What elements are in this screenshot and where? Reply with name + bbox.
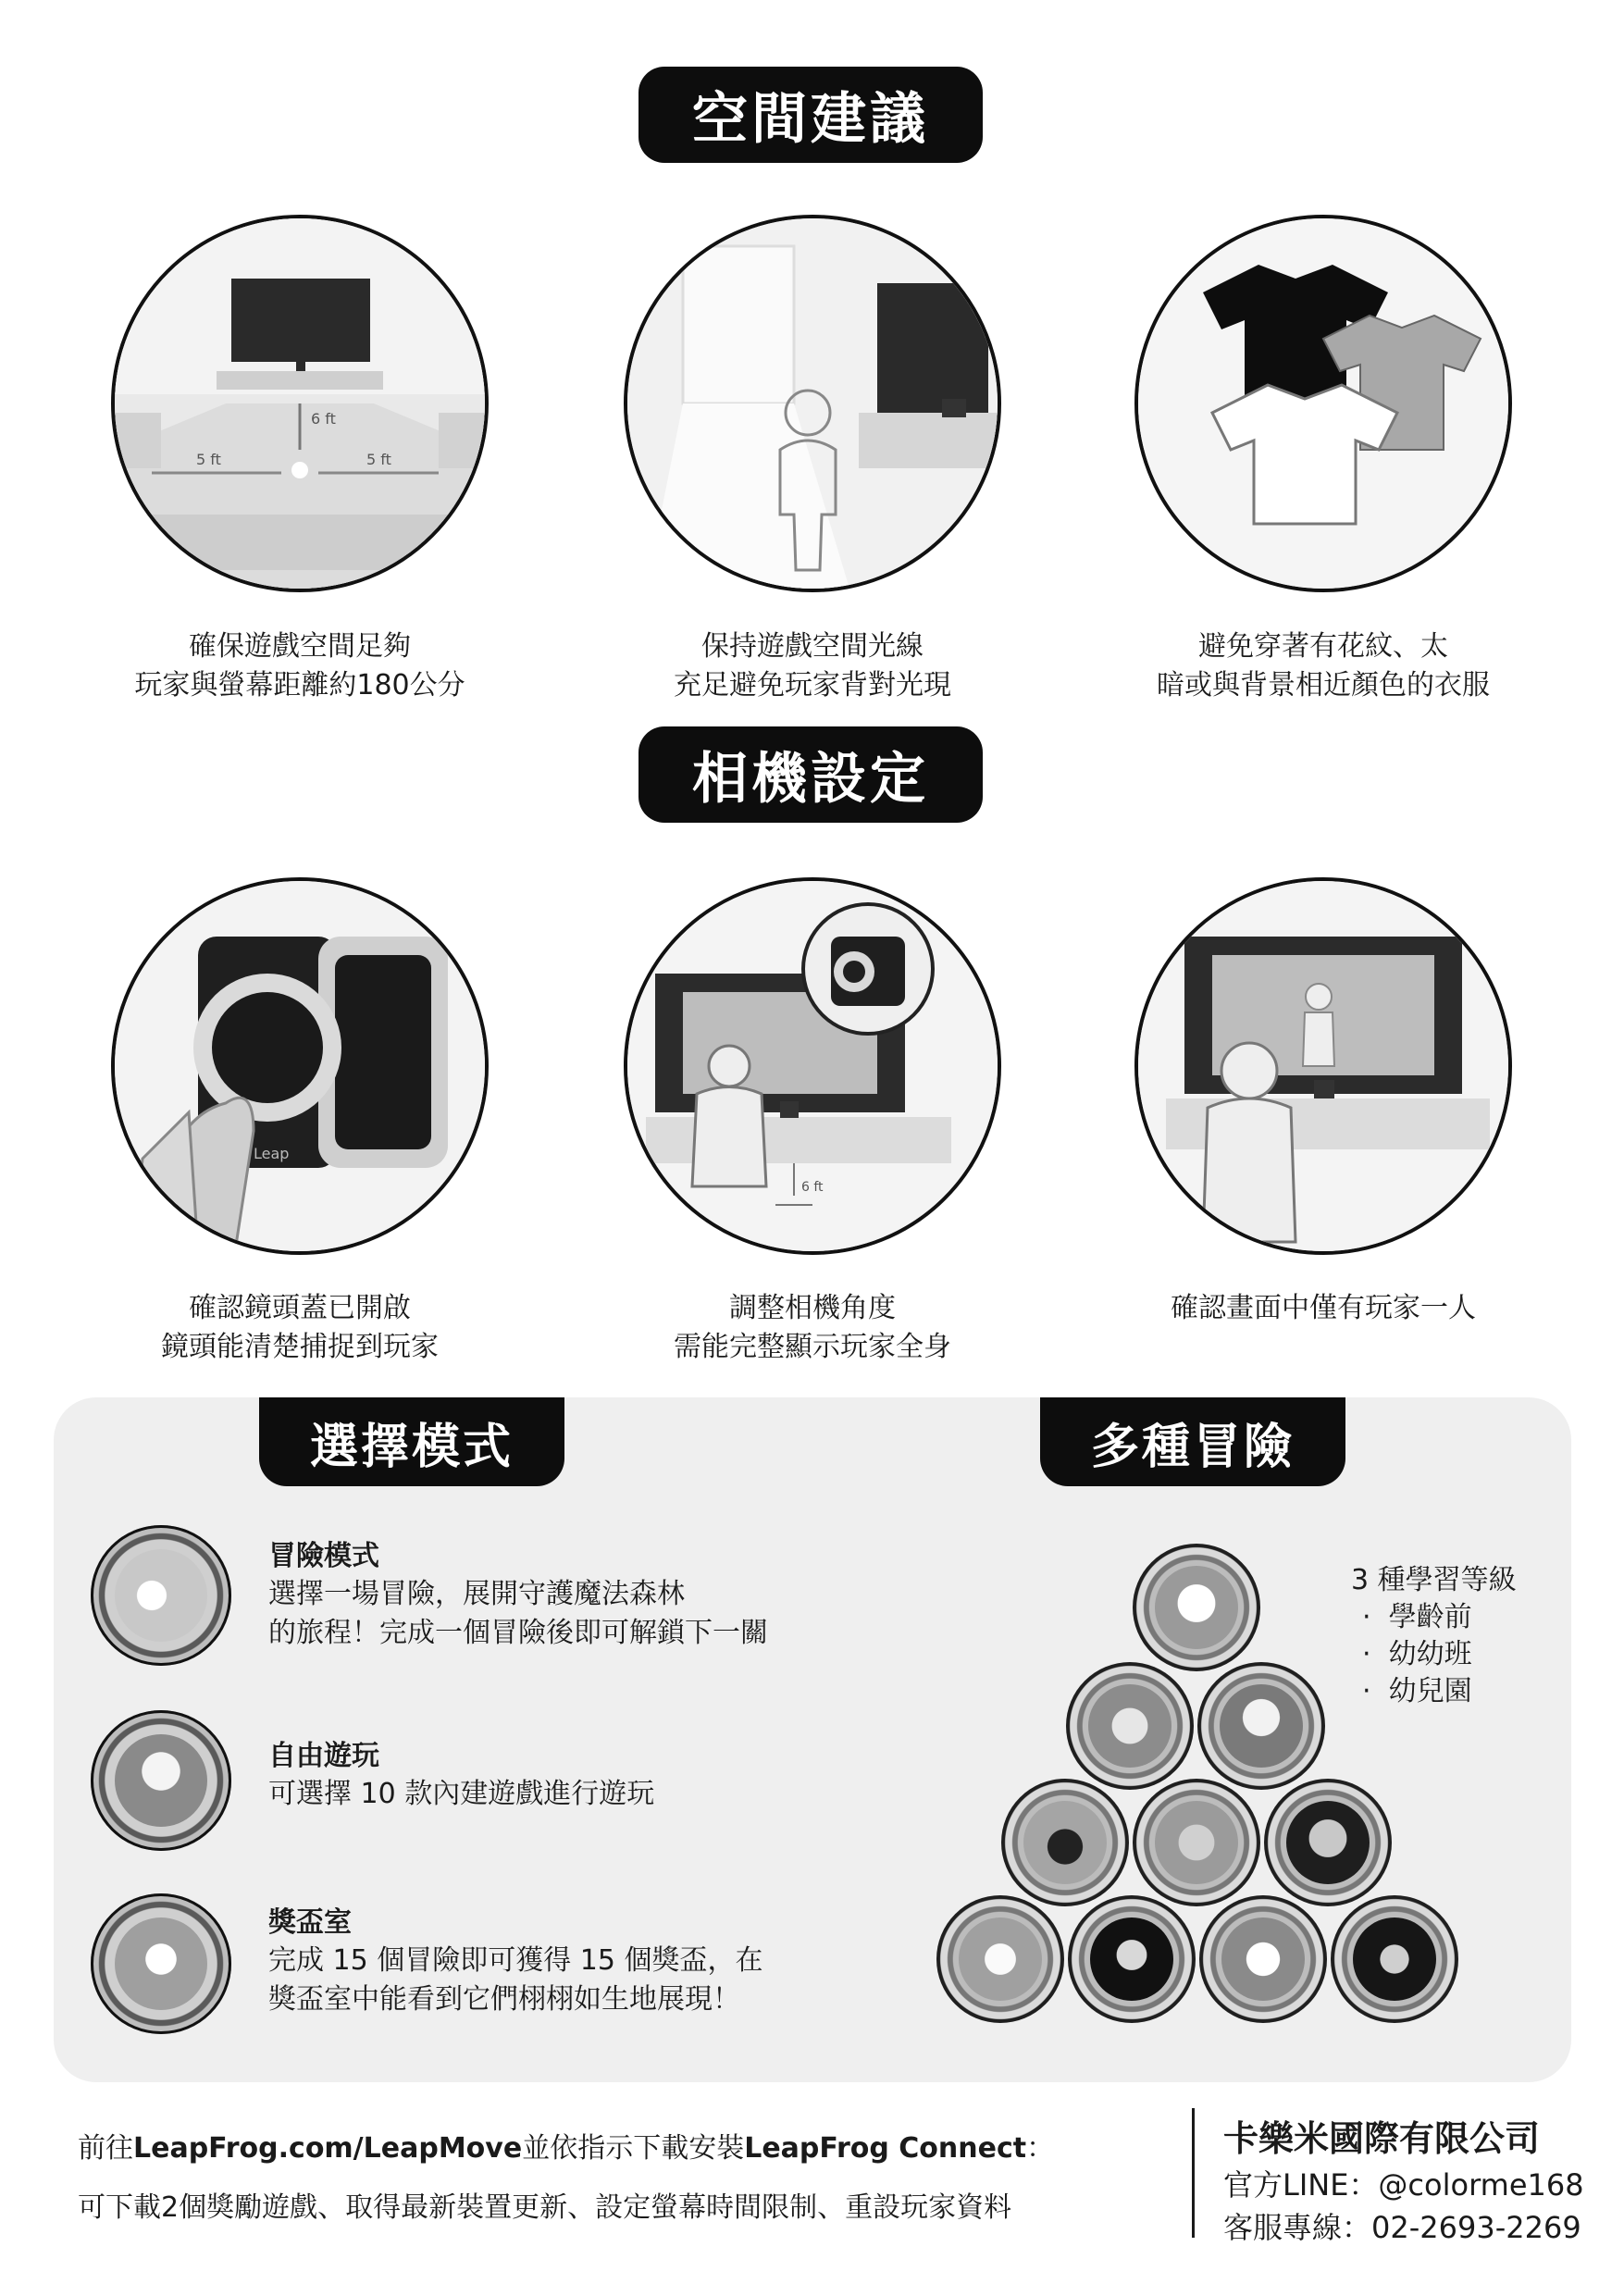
dragon-icon <box>1155 1801 1238 1884</box>
camera-angle-drawing <box>627 881 998 1251</box>
adventure-badge <box>1133 1544 1260 1671</box>
camera-brand-label: Leap <box>254 1145 290 1162</box>
space-tip-1-caption: 確保遊戲空間足夠 玩家與螢幕距離約180公分 <box>134 630 465 701</box>
trophy-icon <box>115 1917 207 2010</box>
company-name: 卡樂米國際有限公司 <box>1223 2118 1541 2159</box>
mode-adventure: 冒險模式 選擇一場冒險，展開守護魔法森林 的旅程！完成一個冒險後即可解鎖下一關 <box>268 1540 768 1649</box>
space-tip-2-caption: 保持遊戲空間光線 充足避免玩家背對光現 <box>674 630 951 701</box>
adventure-badge <box>1133 1779 1260 1906</box>
mode-free-play: 自由遊玩 可選擇 10 款內建遊戲進行遊玩 <box>268 1740 655 1810</box>
creature-icon <box>1023 1801 1107 1884</box>
gem-icon <box>1221 1917 1305 2001</box>
fox-character-icon <box>115 1734 207 1827</box>
jellyfish-icon <box>1090 1917 1173 2001</box>
illustration-single-player <box>1134 877 1512 1255</box>
trophy-room-medal <box>91 1893 231 2034</box>
adventure-mode-medal <box>91 1525 231 1666</box>
section-title-modes: 選擇模式 <box>259 1397 564 1486</box>
adventure-badge <box>1199 1895 1327 2023</box>
space-tip-3-caption: 避免穿著有花紋、太 暗或與背景相近顏色的衣服 <box>1157 630 1490 701</box>
left-width-label: 5 ft <box>196 451 221 468</box>
adventure-badge <box>1197 1662 1325 1790</box>
section-title-space: 空間建議 <box>638 67 983 163</box>
learning-levels: 3 種學習等級 · 學齡前 · 幼幼班 · 幼兒園 <box>1351 1564 1517 1707</box>
adventure-badge <box>1066 1662 1194 1790</box>
service-hotline: 客服專線：02-2693-2269 <box>1223 2210 1581 2245</box>
camera-depth-label: 6 ft <box>801 1180 824 1195</box>
free-play-medal <box>91 1710 231 1851</box>
mode-trophy-room: 獎盃室 完成 15 個冒險即可獲得 15 個獎盃，在 獎盃室中能看到它們栩栩如生地展現！ <box>268 1906 763 2016</box>
fox-character-icon <box>1220 1684 1303 1768</box>
download-benefits: 可下載2個獎勵遊戲、取得最新裝置更新、設定螢幕時間限制、重設玩家資料 <box>78 2191 1012 2224</box>
section-title-camera: 相機設定 <box>638 726 983 823</box>
clothing-drawing <box>1138 218 1508 589</box>
camera-tip-1-caption: 確認鏡頭蓋已開啟 鏡頭能清楚捕捉到玩家 <box>161 1292 439 1363</box>
adventure-badge <box>1068 1895 1196 2023</box>
seahorse-icon <box>1353 1917 1436 2001</box>
lighting-drawing <box>627 218 998 589</box>
single-player-drawing <box>1138 881 1508 1251</box>
depth-label: 6 ft <box>311 410 336 428</box>
section-title-adventures: 多種冒險 <box>1040 1397 1345 1486</box>
adventure-badge <box>1001 1779 1129 1906</box>
line-account: 官方LINE：@colorme168 <box>1223 2167 1584 2203</box>
adventure-badge <box>1331 1895 1458 2023</box>
footer-divider <box>1192 2108 1195 2238</box>
leapfrog-url-link[interactable]: LeapFrog.com/LeapMove <box>133 2132 523 2165</box>
illustration-room-distance <box>111 215 489 592</box>
right-width-label: 5 ft <box>366 451 391 468</box>
illustration-lighting <box>624 215 1001 592</box>
map-icon <box>115 1549 207 1642</box>
adventure-badge <box>1264 1779 1392 1906</box>
camera-tip-3-caption: 確認畫面中僅有玩家一人 <box>1171 1292 1476 1324</box>
download-instruction: 前往LeapFrog.com/LeapMove並依指示下載安裝LeapFrog Connect： <box>78 2132 1055 2165</box>
illustration-camera-angle <box>624 877 1001 1255</box>
shell-icon <box>959 1917 1042 2001</box>
camera-tip-2-caption: 調整相機角度 需能完整顯示玩家全身 <box>674 1292 951 1363</box>
characters-group-icon <box>1088 1684 1172 1768</box>
fox-character-icon <box>1286 1801 1370 1884</box>
adventure-badge <box>936 1895 1064 2023</box>
illustration-clothing <box>1134 215 1512 592</box>
room-distance-drawing <box>115 218 485 589</box>
bunny-character-icon <box>1155 1566 1238 1649</box>
illustration-lens-cover <box>111 877 489 1255</box>
lens-cover-drawing <box>115 881 485 1251</box>
